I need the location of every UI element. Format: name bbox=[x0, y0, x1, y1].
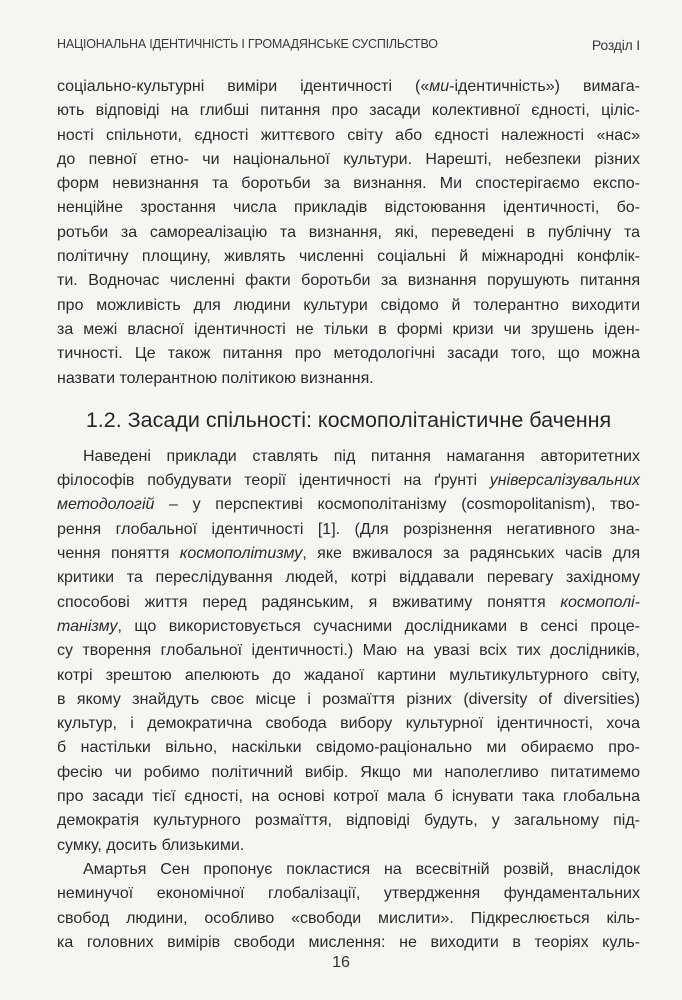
text-line bbox=[57, 882, 640, 906]
text-segment: про засади тієї єдності, на основі котрої мала б існувати така глобальна bbox=[57, 788, 640, 806]
text-segment: ненційне зростання числа прикладів відстоювання ідентичності, бо- bbox=[57, 199, 640, 217]
page-body bbox=[57, 75, 640, 955]
text-segment: форм невизнання та боротьби за визнання. Ми спостерігаємо експо- bbox=[57, 175, 640, 193]
text-segment: в якому знайдуть своє місце і розмаїття різних (diversity of diversities) bbox=[57, 690, 640, 708]
italic-text: космополі- bbox=[560, 593, 640, 611]
text-line bbox=[57, 712, 640, 736]
italic-text: ми bbox=[429, 78, 450, 95]
text-segment: котрі зрештою апелюють до жаданої картини мультикультурного світу, bbox=[57, 666, 640, 684]
text-segment: фесію чи робимо політичний вибір. Якщо ми наполегливо питатимемо bbox=[57, 763, 640, 781]
text-line bbox=[57, 858, 640, 882]
text-line bbox=[57, 907, 640, 931]
text-segment: ності спільноти, єдності життєвого світу або єдності належності «нас» bbox=[57, 126, 640, 144]
text-line bbox=[57, 99, 640, 123]
text-line bbox=[57, 518, 640, 542]
text-segment: критики та переслідування людей, котрі віддавали перевагу західному bbox=[57, 569, 640, 587]
text-line bbox=[57, 785, 640, 809]
text-segment: чення поняття bbox=[57, 545, 180, 563]
text-segment: ка головних вимірів свободи мислення: не виходити в теоріях куль- bbox=[57, 933, 640, 951]
text-segment: , що використовується сучасними дослідниками в сенсі проце- bbox=[117, 617, 640, 635]
text-segment: ють відповіді на глибші питання про засади колективної єдності, ціліс- bbox=[57, 102, 640, 120]
text-segment: Амартья Сен пропонує покластися на всесвітній розвій, внаслідок bbox=[83, 860, 640, 878]
text-segment: -ідентичність») вимага- bbox=[449, 78, 641, 95]
paragraph bbox=[57, 858, 640, 955]
text-segment: тичності. Це також питання про методологічні засади того, що можна bbox=[57, 345, 640, 363]
text-segment: політичну площину, живлять численні соціальні й міжнародні конфлік- bbox=[57, 248, 640, 266]
text-line bbox=[57, 493, 640, 517]
italic-text: космополітизму bbox=[179, 545, 303, 563]
text-segment: б настільки вільно, наскільки свідомо-раціонально ми обираємо про- bbox=[57, 739, 640, 757]
text-segment: до певної етно- чи національної культури. Нарешті, небезпеки різних bbox=[57, 150, 640, 168]
italic-text: методологій bbox=[57, 496, 155, 514]
text-line bbox=[57, 469, 640, 493]
text-segment: філософів побудувати теорії ідентичності на ґрунті bbox=[57, 472, 490, 490]
text-segment: рення глобальної ідентичності [1]. (Для розрізнення негативного зна- bbox=[57, 520, 640, 538]
text-segment: демократія культурного розмаїття, відповіді будуть, у загальному під- bbox=[57, 812, 640, 830]
text-line bbox=[57, 367, 640, 391]
italic-text: танізму bbox=[57, 617, 118, 635]
section-label: Розділ I bbox=[591, 37, 640, 53]
text-segment: – у перспективі космополітанізму (cosmopolitanism), тво- bbox=[154, 496, 640, 514]
text-segment: свобод людини, особливо «свободи мислити». Підкреслюється кіль- bbox=[57, 909, 640, 927]
text-line bbox=[57, 172, 640, 196]
text-line bbox=[57, 639, 640, 663]
text-line bbox=[57, 445, 640, 469]
text-line bbox=[57, 124, 640, 148]
text-line bbox=[57, 342, 640, 366]
text-block-after-heading bbox=[57, 445, 640, 955]
text-segment: ти. Водночас численні факти боротьби за визнання порушують питання bbox=[57, 272, 640, 290]
text-line bbox=[57, 809, 640, 833]
text-segment: соціально-культурні виміри ідентичності (« bbox=[57, 78, 430, 95]
text-segment: неминучої економічної глобалізації, утвердження фундаментальних bbox=[57, 885, 640, 903]
text-segment: культур, і демократична свобода вибору культурної ідентичності, хоча bbox=[57, 715, 640, 733]
text-segment: Наведені приклади ставлять під питання намагання авторитетних bbox=[83, 447, 640, 465]
page-number: 16 bbox=[332, 954, 350, 971]
italic-text: універсалізувальних bbox=[489, 472, 640, 490]
book-title: НАЦІОНАЛЬНА ІДЕНТИЧНІСТЬ І ГРОМАДЯНСЬКЕ СУСПІЛЬСТВО bbox=[57, 37, 438, 51]
text-segment: способові життя перед радянським, я вживатиму поняття bbox=[57, 593, 561, 611]
paragraph bbox=[57, 75, 640, 391]
paragraph bbox=[57, 445, 640, 858]
text-segment: назвати толерантною політикою визнання. bbox=[57, 369, 374, 387]
text-line bbox=[57, 196, 640, 220]
text-line bbox=[57, 269, 640, 293]
text-block-before-heading bbox=[57, 75, 640, 391]
text-line bbox=[57, 245, 640, 269]
text-line bbox=[57, 542, 640, 566]
text-segment: про можливість для людини культури свідомо й толерантно виходити bbox=[57, 296, 640, 314]
text-line bbox=[57, 75, 640, 99]
text-line bbox=[57, 294, 640, 318]
text-line bbox=[57, 688, 640, 712]
text-line bbox=[57, 615, 640, 639]
text-line bbox=[57, 221, 640, 245]
section-heading: 1.2. Засади спільності: космополітаністичне бачення bbox=[85, 407, 612, 432]
text-line bbox=[57, 931, 640, 955]
text-segment: , яке вживалося за радянських часів для bbox=[302, 545, 640, 563]
text-line bbox=[57, 148, 640, 172]
text-segment: за межі власної ідентичності не тільки в формі кризи чи зрушень іден- bbox=[57, 320, 640, 338]
text-line bbox=[57, 834, 640, 858]
text-segment: ротьби за самореалізацію та визнання, які, переведені в публічну та bbox=[57, 223, 640, 241]
text-segment: су творення глобальної ідентичності.) Маю на увазі всіх тих дослідників, bbox=[57, 642, 640, 660]
text-line bbox=[57, 566, 640, 590]
running-header bbox=[57, 37, 640, 53]
text-line bbox=[57, 664, 640, 688]
text-line bbox=[57, 591, 640, 615]
text-line bbox=[57, 736, 640, 760]
text-line bbox=[57, 318, 640, 342]
text-line bbox=[57, 761, 640, 785]
text-segment: сумку, досить близькими. bbox=[57, 836, 245, 854]
